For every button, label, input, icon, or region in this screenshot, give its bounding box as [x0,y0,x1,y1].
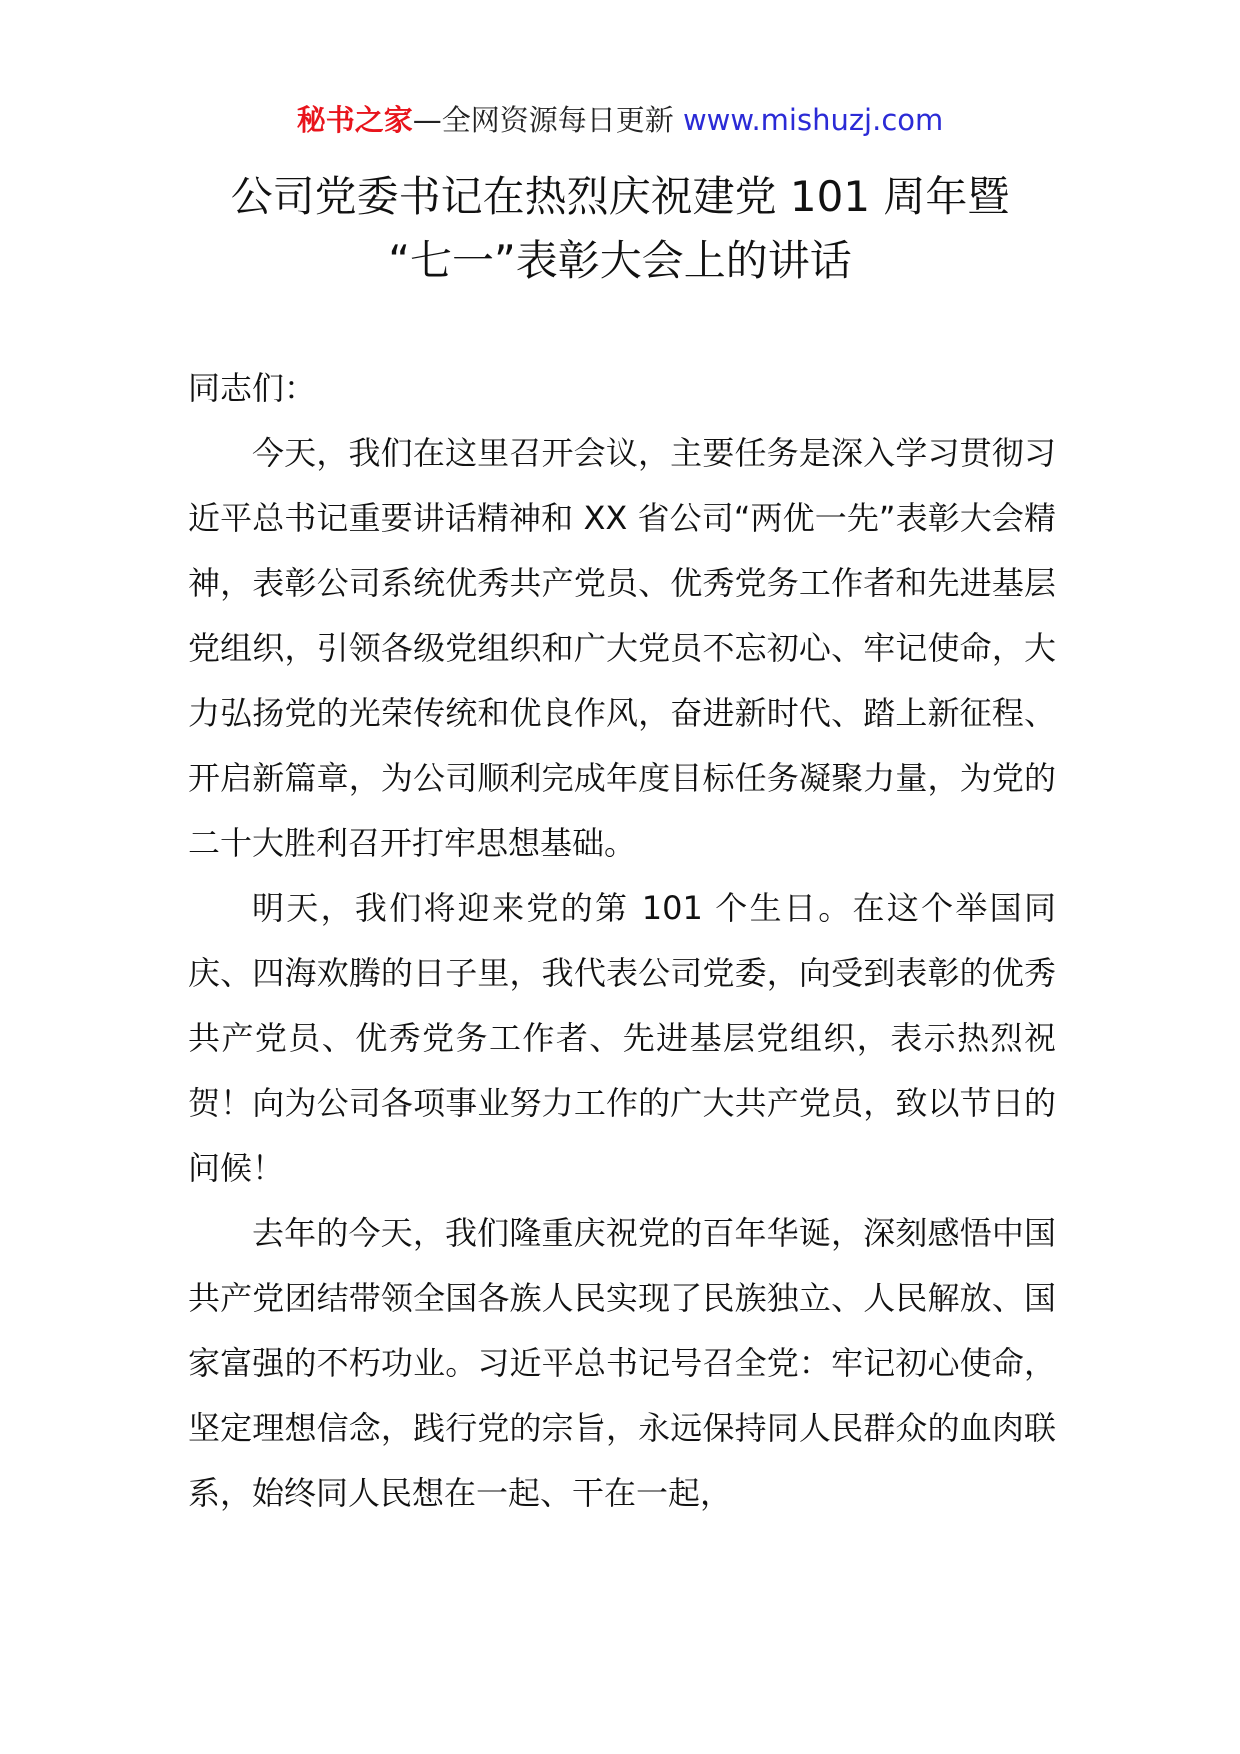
salutation: 同志们： [188,369,317,407]
body-paragraph: 去年的今天，我们隆重庆祝党的百年华诞，深刻感悟中国共产党团结带领全国各族人民实现了民族独立、人民解放、国家富强的不朽功业。习近平总书记号召全党：牢记初心使命，坚定理想信念，践行党的宗旨，永远保持同人民群众的血肉联系，始终同人民想在一起、干在一起， [188,1214,1056,1512]
banner-brand: 秘书之家 [296,103,413,137]
document-title [0,165,1240,293]
banner-slogan: —全网资源每日更新 [412,103,674,137]
title-line-2: “七一”表彰大会上的讲话 [388,236,852,285]
banner-url-link[interactable]: www.mishuzj.com [682,103,944,137]
document-body [188,356,1056,1526]
body-paragraph: 明天，我们将迎来党的第 101 个生日。在这个举国同庆、四海欢腾的日子里，我代表公司党委，向受到表彰的优秀共产党员、优秀党务工作者、先进基层党组织，表示热烈祝贺！向为公司各项事业努力工作的广大共产党员，致以节日的问候！ [188,889,1056,1187]
site-banner [0,100,1240,140]
body-paragraph: 今天，我们在这里召开会议，主要任务是深入学习贯彻习近平总书记重要讲话精神和 XX 省公司“两优一先”表彰大会精神，表彰公司系统优秀共产党员、优秀党务工作者和先进基层党组织，引领各级党组织和广大党员不忘初心、牢记使命，大力弘扬党的光荣传统和优良作风，奋进新时代、踏上新征程、开启新篇章，为公司顺利完成年度目标任务凝聚力量，为党的二十大胜利召开打牢思想基础。 [188,434,1056,862]
title-line-1: 公司党委书记在热烈庆祝建党 101 周年暨 [230,172,1010,221]
